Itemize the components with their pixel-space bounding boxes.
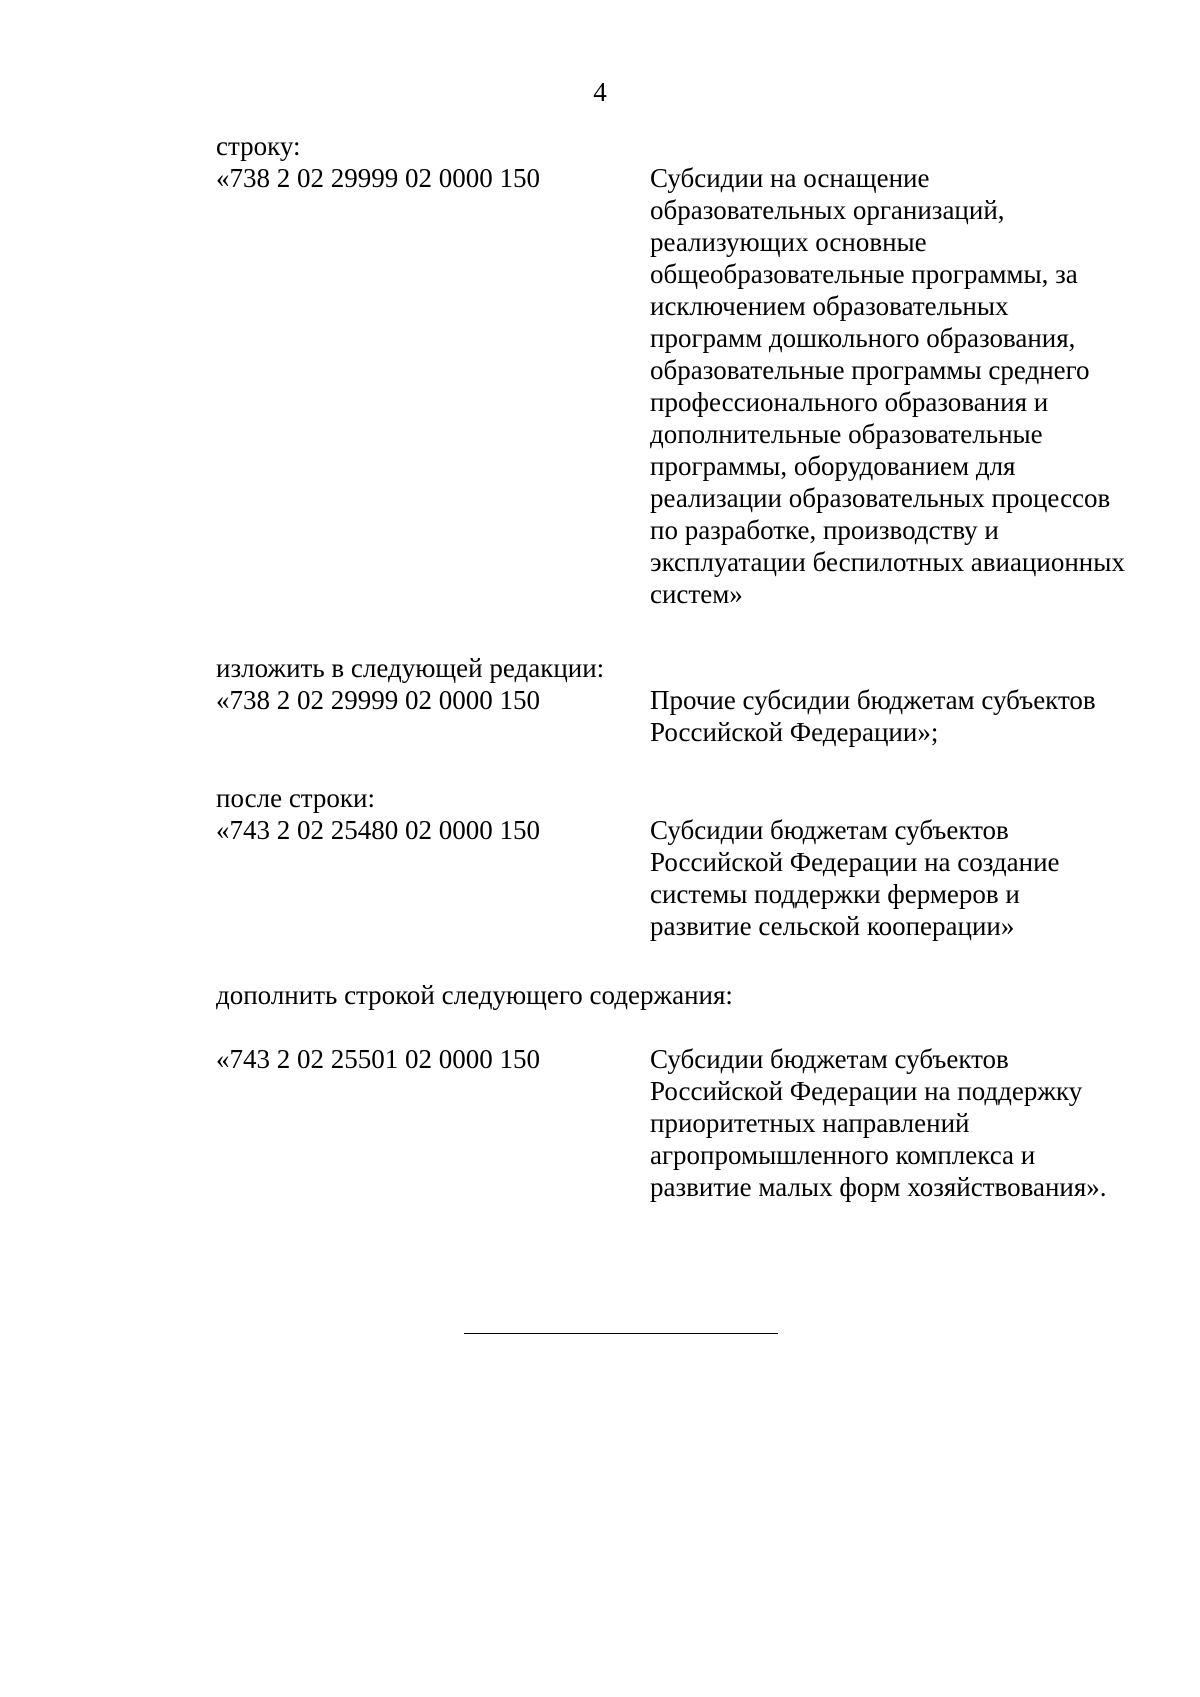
intro-text: строку:	[216, 131, 301, 161]
budget-description	[650, 162, 1166, 610]
description-line: эксплуатации беспилотных авиационных	[650, 547, 1125, 577]
budget-code: «738 2 02 29999 02 0000 150	[216, 163, 540, 193]
description-line: профессионального образования и	[650, 387, 1049, 417]
amendment-block-replace-line	[216, 130, 1166, 610]
description-line: развитие малых форм хозяйствования».	[650, 1172, 1107, 1202]
budget-code: «738 2 02 29999 02 0000 150	[216, 685, 540, 715]
budget-code: «743 2 02 25480 02 0000 150	[216, 815, 540, 845]
description-line: общеобразовательные программы, за	[650, 259, 1078, 289]
description-line: программ дошкольного образования,	[650, 323, 1076, 353]
description-line: агропромышленного комплекса и	[650, 1140, 1036, 1170]
description-line: по разработке, производству и	[650, 515, 999, 545]
description-line: Российской Федерации»;	[650, 717, 939, 747]
description-line: систем»	[650, 579, 743, 609]
intro-text: дополнить строкой следующего содержания:	[216, 980, 733, 1010]
description-line: образовательные программы среднего	[650, 355, 1090, 385]
intro-text: изложить в следующей редакции:	[216, 653, 605, 683]
table-row	[216, 814, 1166, 942]
description-line: развитие сельской кооперации»	[650, 911, 1015, 941]
budget-description	[650, 684, 1166, 748]
table-row	[216, 1043, 1166, 1203]
end-separator-line	[464, 1333, 778, 1334]
description-line: системы поддержки фермеров и	[650, 879, 1020, 909]
budget-description	[650, 1043, 1166, 1203]
budget-code: «743 2 02 25501 02 0000 150	[216, 1044, 540, 1074]
description-line: образовательных организаций,	[650, 195, 1005, 225]
description-line: Российской Федерации на поддержку	[650, 1076, 1083, 1106]
amendment-block-new-wording	[216, 652, 1166, 748]
amendment-block-after-line	[216, 782, 1166, 942]
description-line: реализации образовательных процессов	[650, 483, 1111, 513]
budget-description	[650, 814, 1166, 942]
description-line: Субсидии бюджетам субъектов	[650, 815, 1009, 845]
description-line: приоритетных направлений	[650, 1108, 970, 1138]
description-line: Российской Федерации на создание	[650, 847, 1060, 877]
page-number: 4	[593, 77, 607, 107]
amendment-block-new-line	[216, 1043, 1166, 1203]
description-line: реализующих основные	[650, 227, 927, 257]
amendment-block-add-line	[216, 979, 1166, 1011]
table-row	[216, 162, 1166, 610]
description-line: Субсидии на оснащение	[650, 163, 930, 193]
table-row	[216, 684, 1166, 748]
intro-text: после строки:	[216, 783, 375, 813]
description-line: исключением образовательных	[650, 291, 1009, 321]
description-line: Субсидии бюджетам субъектов	[650, 1044, 1009, 1074]
description-line: дополнительные образовательные	[650, 419, 1043, 449]
description-line: программы, оборудованием для	[650, 451, 1016, 481]
description-line: Прочие субсидии бюджетам субъектов	[650, 685, 1096, 715]
